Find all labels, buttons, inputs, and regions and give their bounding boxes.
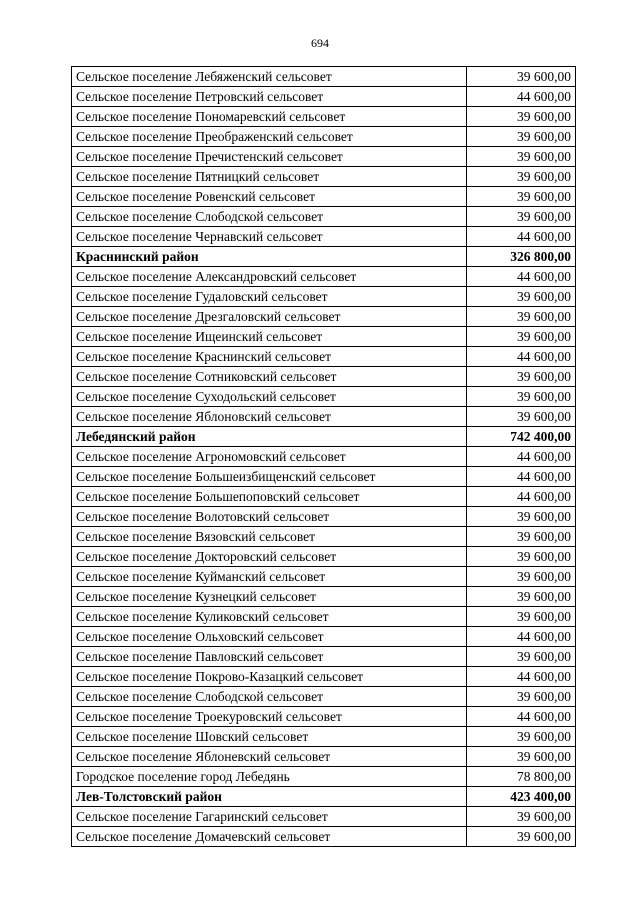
settlement-amount: 39 600,00 [466, 607, 575, 627]
settlement-name: Сельское поселение Павловский сельсовет [72, 647, 467, 667]
settlement-name: Сельское поселение Сотниковский сельсовет [72, 367, 467, 387]
settlement-name: Сельское поселение Домачевский сельсовет [72, 827, 467, 847]
table-row [72, 647, 576, 667]
settlement-name: Сельское поселение Ровенский сельсовет [72, 187, 467, 207]
district-name: Лебедянский район [72, 427, 467, 447]
settlement-amount: 44 600,00 [466, 467, 575, 487]
settlement-amount: 39 600,00 [466, 287, 575, 307]
district-total: 742 400,00 [466, 427, 575, 447]
district-row [72, 427, 576, 447]
settlement-amount: 39 600,00 [466, 327, 575, 347]
table-row [72, 627, 576, 647]
settlement-name: Сельское поселение Волотовский сельсовет [72, 507, 467, 527]
table-row [72, 147, 576, 167]
table-row [72, 527, 576, 547]
settlement-name: Сельское поселение Александровский сельсовет [72, 267, 467, 287]
settlement-name: Сельское поселение Дрезгаловский сельсовет [72, 307, 467, 327]
settlement-amount: 39 600,00 [466, 547, 575, 567]
settlement-name: Сельское поселение Ищеинский сельсовет [72, 327, 467, 347]
settlement-amount: 44 600,00 [466, 267, 575, 287]
settlement-amount: 78 800,00 [466, 767, 575, 787]
table-row [72, 187, 576, 207]
settlement-amount: 44 600,00 [466, 627, 575, 647]
table-row [72, 227, 576, 247]
table-row [72, 267, 576, 287]
settlement-amount: 44 600,00 [466, 227, 575, 247]
table-row [72, 747, 576, 767]
table-row [72, 367, 576, 387]
table-row [72, 447, 576, 467]
table-row [72, 167, 576, 187]
settlement-name: Сельское поселение Покрово-Казацкий сельсовет [72, 667, 467, 687]
table-row [72, 327, 576, 347]
table-row [72, 827, 576, 847]
settlement-name: Городское поселение город Лебедянь [72, 767, 467, 787]
settlement-name: Сельское поселение Большепоповский сельсовет [72, 487, 467, 507]
settlement-amount: 44 600,00 [466, 487, 575, 507]
table-row [72, 607, 576, 627]
settlement-amount: 39 600,00 [466, 67, 575, 87]
settlement-name: Сельское поселение Слободской сельсовет [72, 687, 467, 707]
district-name: Лев-Толстовский район [72, 787, 467, 807]
settlement-amount: 39 600,00 [466, 127, 575, 147]
settlement-amount: 39 600,00 [466, 187, 575, 207]
settlement-amount: 39 600,00 [466, 407, 575, 427]
table-row [72, 467, 576, 487]
settlement-amount: 39 600,00 [466, 107, 575, 127]
table-row [72, 287, 576, 307]
table-row [72, 207, 576, 227]
table-row [72, 107, 576, 127]
settlement-amount: 39 600,00 [466, 147, 575, 167]
table-row [72, 687, 576, 707]
allocation-table [71, 66, 576, 847]
district-row [72, 787, 576, 807]
settlement-amount: 39 600,00 [466, 747, 575, 767]
settlement-amount: 39 600,00 [466, 207, 575, 227]
settlement-name: Сельское поселение Гагаринский сельсовет [72, 807, 467, 827]
settlement-amount: 39 600,00 [466, 387, 575, 407]
settlement-name: Сельское поселение Краснинский сельсовет [72, 347, 467, 367]
table-row [72, 587, 576, 607]
district-name: Краснинский район [72, 247, 467, 267]
settlement-amount: 39 600,00 [466, 167, 575, 187]
district-total: 326 800,00 [466, 247, 575, 267]
settlement-amount: 39 600,00 [466, 807, 575, 827]
table-row [72, 767, 576, 787]
table-row [72, 807, 576, 827]
table-row [72, 547, 576, 567]
settlement-amount: 39 600,00 [466, 307, 575, 327]
settlement-name: Сельское поселение Петровский сельсовет [72, 87, 467, 107]
settlement-amount: 39 600,00 [466, 367, 575, 387]
settlement-name: Сельское поселение Лебяженский сельсовет [72, 67, 467, 87]
settlement-name: Сельское поселение Яблоновский сельсовет [72, 407, 467, 427]
table-row [72, 727, 576, 747]
settlement-amount: 39 600,00 [466, 647, 575, 667]
settlement-amount: 39 600,00 [466, 727, 575, 747]
settlement-name: Сельское поселение Троекуровский сельсовет [72, 707, 467, 727]
settlement-name: Сельское поселение Гудаловский сельсовет [72, 287, 467, 307]
table-row [72, 707, 576, 727]
settlement-name: Сельское поселение Чернавский сельсовет [72, 227, 467, 247]
settlement-name: Сельское поселение Яблоневский сельсовет [72, 747, 467, 767]
settlement-amount: 44 600,00 [466, 87, 575, 107]
table-row [72, 347, 576, 367]
district-total: 423 400,00 [466, 787, 575, 807]
table-row [72, 127, 576, 147]
settlement-name: Сельское поселение Суходольский сельсовет [72, 387, 467, 407]
settlement-name: Сельское поселение Шовский сельсовет [72, 727, 467, 747]
settlement-amount: 44 600,00 [466, 667, 575, 687]
table-row [72, 567, 576, 587]
settlement-amount: 44 600,00 [466, 707, 575, 727]
table-row [72, 667, 576, 687]
settlement-name: Сельское поселение Пономаревский сельсовет [72, 107, 467, 127]
table-row [72, 407, 576, 427]
table-row [72, 67, 576, 87]
settlement-name: Сельское поселение Куйманский сельсовет [72, 567, 467, 587]
table-row [72, 87, 576, 107]
table-row [72, 387, 576, 407]
settlement-name: Сельское поселение Докторовский сельсовет [72, 547, 467, 567]
settlement-name: Сельское поселение Пречистенский сельсовет [72, 147, 467, 167]
settlement-amount: 44 600,00 [466, 347, 575, 367]
settlement-amount: 39 600,00 [466, 687, 575, 707]
settlement-name: Сельское поселение Преображенский сельсовет [72, 127, 467, 147]
settlement-name: Сельское поселение Слободской сельсовет [72, 207, 467, 227]
settlement-amount: 44 600,00 [466, 447, 575, 467]
settlement-amount: 39 600,00 [466, 527, 575, 547]
settlement-name: Сельское поселение Агрономовский сельсовет [72, 447, 467, 467]
settlement-name: Сельское поселение Большеизбищенский сельсовет [72, 467, 467, 487]
page-number: 694 [311, 36, 329, 50]
settlement-name: Сельское поселение Ольховский сельсовет [72, 627, 467, 647]
settlement-amount: 39 600,00 [466, 507, 575, 527]
table-row [72, 487, 576, 507]
table-body [72, 67, 576, 847]
settlement-amount: 39 600,00 [466, 587, 575, 607]
settlement-name: Сельское поселение Куликовский сельсовет [72, 607, 467, 627]
table-row [72, 307, 576, 327]
settlement-name: Сельское поселение Вязовский сельсовет [72, 527, 467, 547]
district-row [72, 247, 576, 267]
settlement-amount: 39 600,00 [466, 827, 575, 847]
settlement-name: Сельское поселение Кузнецкий сельсовет [72, 587, 467, 607]
settlement-name: Сельское поселение Пятницкий сельсовет [72, 167, 467, 187]
settlement-amount: 39 600,00 [466, 567, 575, 587]
table-row [72, 507, 576, 527]
